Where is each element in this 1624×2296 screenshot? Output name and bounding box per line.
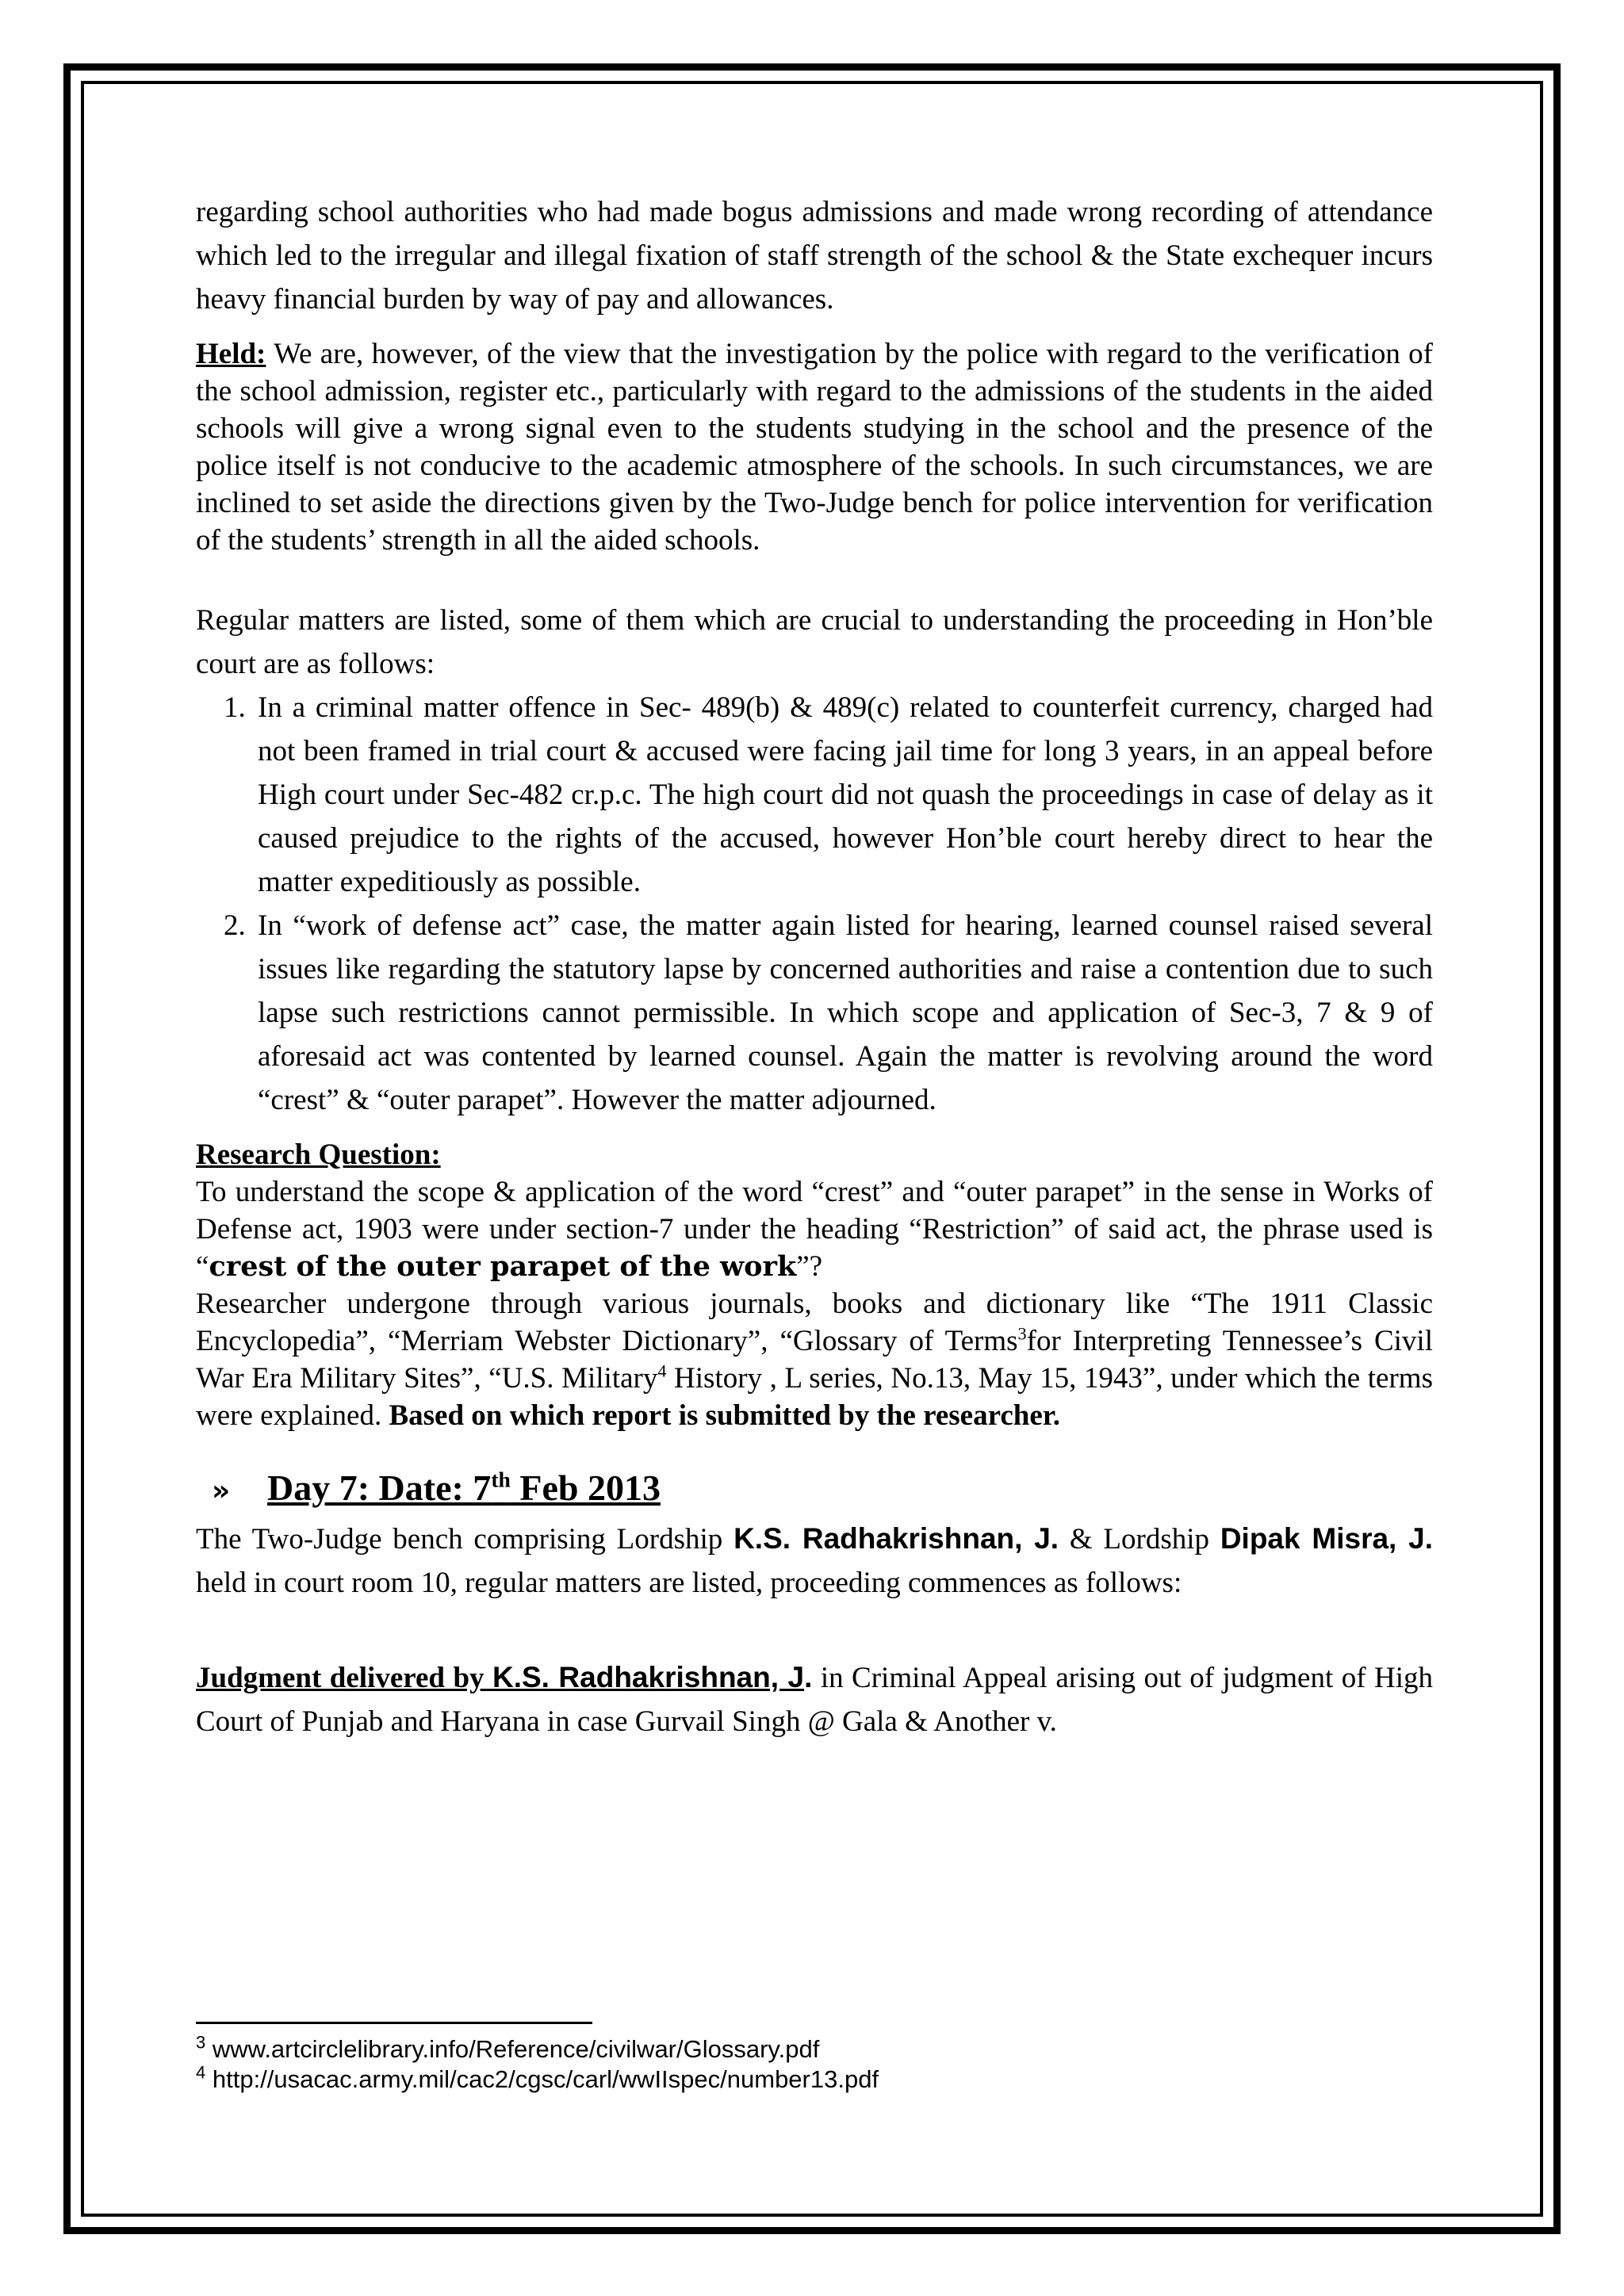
- bench-text-3: held in court room 10, regular matters are listed, proceeding commences as follows:: [196, 1567, 1182, 1599]
- research-phrase: crest of the outer parapet of the work: [209, 1250, 797, 1283]
- footnote-3: [196, 2034, 1433, 2064]
- footnote-number: 3: [196, 2032, 206, 2053]
- judgment-judge: K.S. Radhakrishnan, J: [492, 1661, 805, 1693]
- footnote-divider: [196, 2022, 592, 2024]
- research-heading: [196, 1136, 1433, 1173]
- judge-name-1: K.S. Radhakrishnan, J.: [733, 1522, 1059, 1555]
- footnote-4: [196, 2064, 1433, 2095]
- judgment-label-c: .: [804, 1661, 813, 1693]
- research-question-text: To understand the scope & application of the word “crest” and “outer parapet” in the sense in Works of Defense act, 1903 were under section-7 under the heading “Restriction” of said act, the phrase used is “: [196, 1176, 1433, 1283]
- judgment-text: in Criminal Appeal arising out of judgment of High Court of Punjab and Haryana in case Gurvail Singh @ Gala & Another v.: [196, 1662, 1433, 1738]
- regular-matters-intro: Regular matters are listed, some of them which are crucial to understanding the proceeding in Hon’ble court are as follows:: [196, 604, 1433, 680]
- bench-text-1: The Two-Judge bench comprising Lordship: [196, 1523, 734, 1556]
- research-heading-text: Research Question:: [196, 1138, 441, 1171]
- double-arrow-icon: »: [212, 1475, 231, 1507]
- list-item: 1. In a criminal matter offence in Sec- 489(b) & 489(c) related to counterfeit currency, charged had not been framed in trial court & accused were facing jail time for long 3 years, in an appeal before High court under Sec-482 cr.p.c. The high court did not quash the proceedings in case of delay as it caused prejudice to the rights of the accused, however Hon’ble court hereby direct to hear the matter expeditiously as possible.: [253, 686, 1433, 904]
- research-question-end: ”?: [796, 1250, 823, 1283]
- held-paragraph: [196, 335, 1433, 559]
- day-heading: [196, 1463, 1433, 1517]
- day-title-a: Day 7: Date: 7: [267, 1468, 492, 1508]
- footnote-number: 4: [196, 2062, 206, 2083]
- paragraph-school-authorities: regarding school authorities who had made bogus admissions and made wrong recording of attendance which led to the irregular and illegal fixation of staff strength of the school & the State exchequer incurs heavy financial burden by way of pay and allowances.: [196, 196, 1433, 316]
- bench-text-2: & Lordship: [1059, 1523, 1220, 1556]
- researcher-bold-conclusion: Based on which report is submitted by the researcher.: [389, 1399, 1061, 1432]
- list-item: 2. In “work of defense act” case, the matter again listed for hearing, learned counsel raised several issues like regarding the statutory lapse by concerned authorities and raise a contention due to such lapse such restrictions cannot permissible. In which scope and application of Sec-3, 7 & 9 of aforesaid act was contented by learned counsel. Again the matter is revolving around the word “crest” & “outer parapet”. However the matter adjourned.: [253, 904, 1433, 1122]
- judge-name-2: Dipak Misra, J.: [1220, 1522, 1433, 1555]
- regular-matters-list: [196, 686, 1433, 1122]
- footnote-url[interactable]: www.artcirclelibrary.info/Reference/civilwar/Glossary.pdf: [205, 2035, 820, 2063]
- judgment-paragraph: [196, 1655, 1433, 1743]
- judgment-label-a: Judgment delivered by: [196, 1662, 492, 1694]
- researcher-text-3: History , L series, No.13, May 15, 1943”, under which the terms were explained.: [196, 1362, 1433, 1432]
- research-section: [196, 1136, 1433, 1434]
- day-title: [267, 1463, 661, 1513]
- page-body: [196, 190, 1433, 1743]
- researcher-paragraph: [196, 1285, 1433, 1434]
- researcher-text-1: Researcher undergone through various journals, books and dictionary like “The 1911 Classic Encyclopedia”, “Merriam Webster Dictionary”, “Glossary of Terms: [196, 1288, 1433, 1357]
- held-label: Held:: [196, 338, 266, 370]
- day-title-sup: th: [491, 1467, 511, 1492]
- held-text: We are, however, of the view that the investigation by the police with regard to the verification of the school admission, register etc., particularly with regard to the admissions of the students in the aided schools will give a wrong signal even to the students studying in the school and the presence of the police itself is not conducive to the academic atmosphere of the schools. In such circumstances, we are inclined to set aside the directions given by the Two-Judge bench for police intervention for verification of the students’ strength in all the aided schools.: [196, 338, 1433, 557]
- footnotes: [196, 2034, 1433, 2095]
- footnote-ref-3[interactable]: 3: [1017, 1323, 1027, 1344]
- researcher-text-2: for Interpreting Tennessee’s Civil War Era Military Sites”, “U.S. Military: [196, 1325, 1433, 1395]
- footnote-ref-4[interactable]: 4: [657, 1360, 667, 1381]
- day-title-b: Feb 2013: [510, 1468, 661, 1508]
- day-bench-paragraph: [196, 1517, 1433, 1605]
- research-question: [196, 1173, 1433, 1285]
- judgment-label: [196, 1662, 804, 1694]
- footnote-url[interactable]: http://usacac.army.mil/cac2/cgsc/carl/wwIIspec/number13.pdf: [205, 2065, 879, 2093]
